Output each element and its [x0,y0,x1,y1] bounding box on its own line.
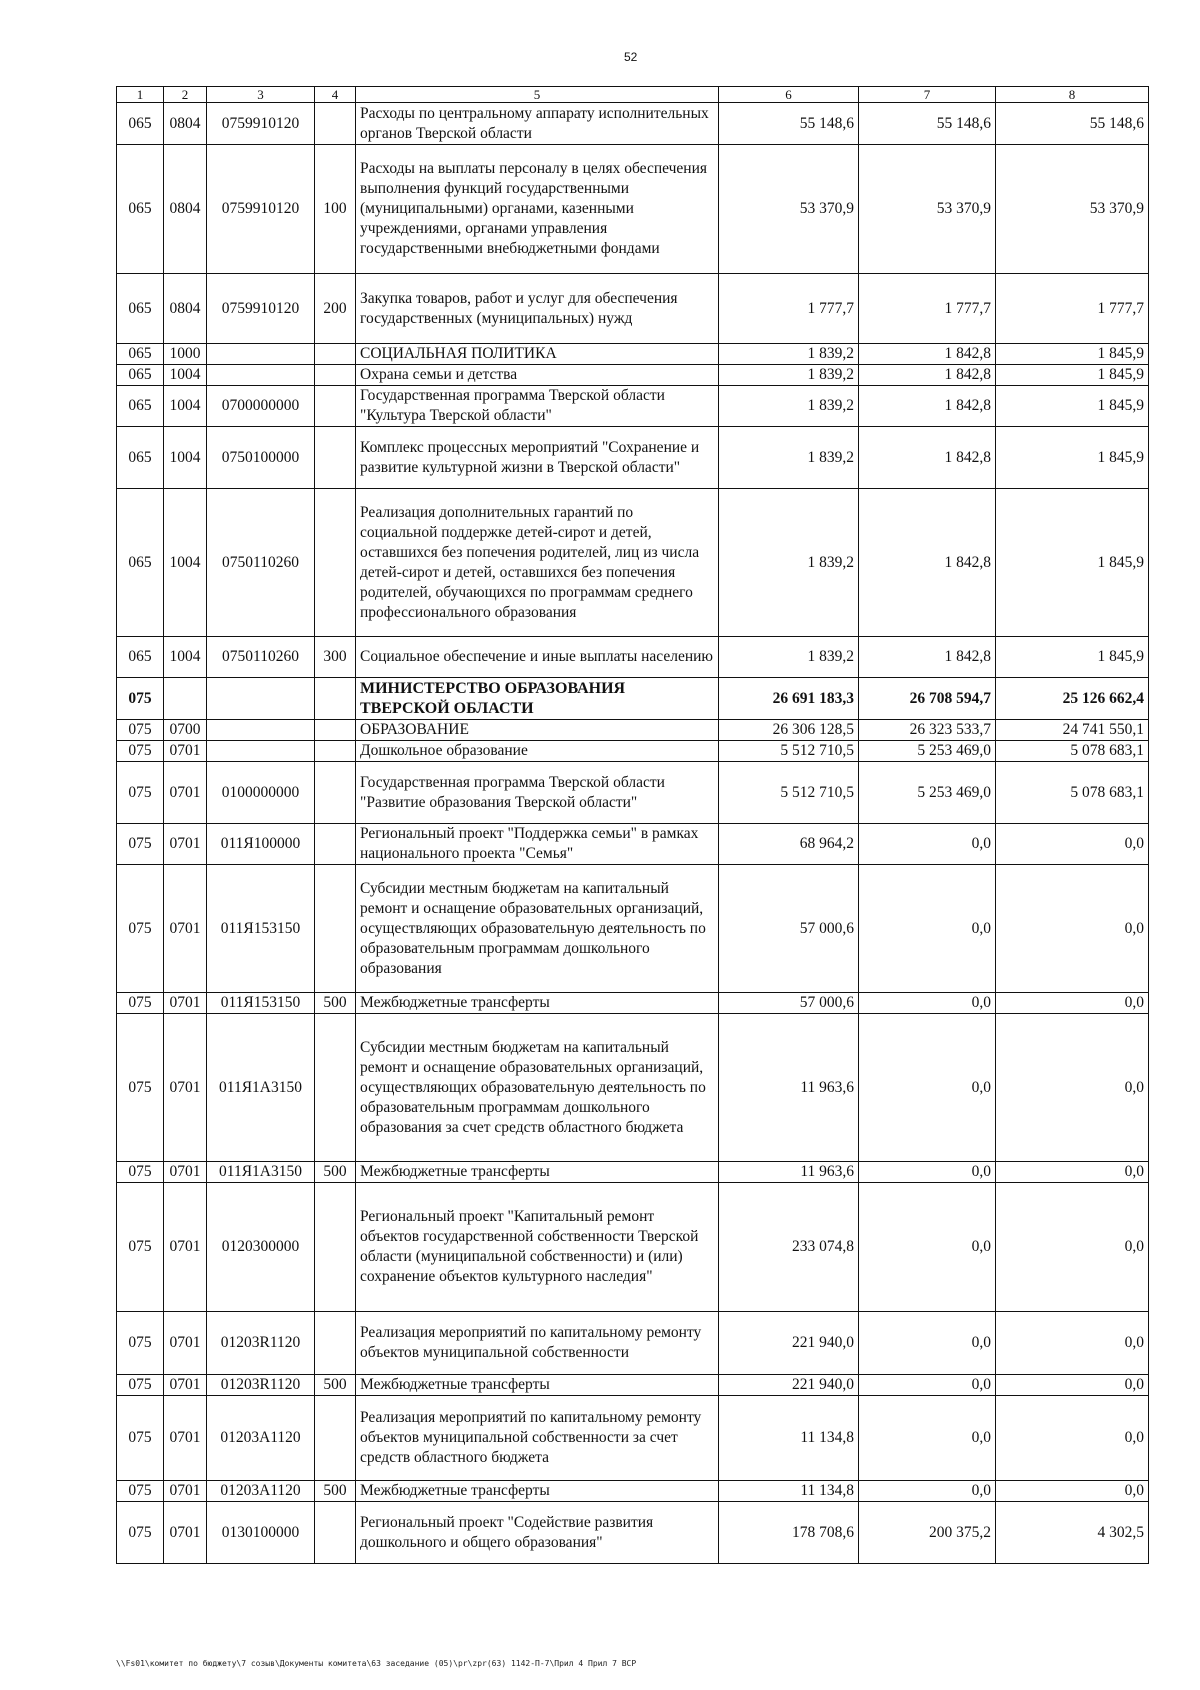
column-number: 8 [996,87,1149,103]
amount-col-6: 26 691 183,3 [719,678,859,720]
admin-code: 075 [117,1183,164,1312]
file-path-footer: \\Fs01\комитет по бюджету\7 созыв\Документы комитета\63 заседание (05)\pr\zpr(63) 1142-П-7\Прил 4 Прил 7 ВСР [116,1659,637,1668]
item-name: Межбюджетные трансферты [356,1162,719,1183]
amount-col-8: 1 845,9 [996,365,1149,386]
expense-type-code [315,365,356,386]
amount-col-8: 1 845,9 [996,344,1149,365]
target-article-code [207,720,315,741]
target-article-code: 0759910120 [207,145,315,274]
section-code: 1000 [164,344,207,365]
item-name: Субсидии местным бюджетам на капитальный ремонт и оснащение образовательных организаций, осуществляющих образовательную деятельность по образовательным программам дошкольного образования [356,865,719,993]
expense-type-code: 100 [315,145,356,274]
table-row [117,145,1149,274]
target-article-code: 0750100000 [207,427,315,489]
column-number: 1 [117,87,164,103]
item-name: Региональный проект "Поддержка семьи" в рамках национального проекта "Семья" [356,824,719,865]
amount-col-6: 5 512 710,5 [719,741,859,762]
target-article-code: 01203R1120 [207,1375,315,1396]
item-name: Региональный проект "Капитальный ремонт объектов государственной собственности Тверской области (муниципальной собственности) и (или) сохранение объектов культурного наследия" [356,1183,719,1312]
admin-code: 065 [117,386,164,427]
amount-col-6: 55 148,6 [719,103,859,145]
admin-code: 075 [117,1502,164,1564]
amount-col-8: 55 148,6 [996,103,1149,145]
amount-col-7: 0,0 [859,824,996,865]
item-name: Реализация мероприятий по капитальному ремонту объектов муниципальной собственности за счет средств областного бюджета [356,1396,719,1481]
amount-col-7: 5 253 469,0 [859,741,996,762]
amount-col-6: 68 964,2 [719,824,859,865]
table-row [117,274,1149,344]
item-name: Закупка товаров, работ и услуг для обеспечения государственных (муниципальных) нужд [356,274,719,344]
amount-col-8: 0,0 [996,1481,1149,1502]
amount-col-6: 1 839,2 [719,386,859,427]
expense-type-code [315,741,356,762]
amount-col-8: 0,0 [996,1375,1149,1396]
target-article-code [207,741,315,762]
section-code: 0700 [164,720,207,741]
admin-code: 065 [117,145,164,274]
amount-col-7: 0,0 [859,865,996,993]
target-article-code: 0750110260 [207,637,315,678]
amount-col-8: 0,0 [996,824,1149,865]
expense-type-code: 500 [315,1481,356,1502]
item-name: Государственная программа Тверской области "Культура Тверской области" [356,386,719,427]
amount-col-7: 1 842,8 [859,365,996,386]
expense-type-code: 500 [315,1375,356,1396]
target-article-code: 0130100000 [207,1502,315,1564]
admin-code: 075 [117,865,164,993]
column-number: 3 [207,87,315,103]
amount-col-6: 53 370,9 [719,145,859,274]
target-article-code: 011Я153150 [207,993,315,1014]
amount-col-6: 1 839,2 [719,344,859,365]
amount-col-6: 1 839,2 [719,489,859,637]
item-name: Субсидии местным бюджетам на капитальный ремонт и оснащение образовательных организаций, осуществляющих образовательную деятельность по образовательным программам дошкольного образования за счет средств областного бюджета [356,1014,719,1162]
column-number: 6 [719,87,859,103]
expense-type-code [315,386,356,427]
amount-col-7: 0,0 [859,1375,996,1396]
section-code: 0701 [164,762,207,824]
section-code: 0701 [164,1396,207,1481]
expense-type-code [315,1183,356,1312]
amount-col-7: 0,0 [859,1481,996,1502]
target-article-code [207,678,315,720]
target-article-code: 0700000000 [207,386,315,427]
section-code: 0701 [164,1481,207,1502]
amount-col-7: 55 148,6 [859,103,996,145]
amount-col-7: 1 842,8 [859,344,996,365]
section-code: 0701 [164,865,207,993]
item-name: Межбюджетные трансферты [356,993,719,1014]
column-number: 4 [315,87,356,103]
admin-code: 065 [117,344,164,365]
amount-col-7: 0,0 [859,993,996,1014]
section-code: 0701 [164,1312,207,1375]
target-article-code: 0759910120 [207,103,315,145]
table-row [117,489,1149,637]
table-row [117,741,1149,762]
amount-col-8: 0,0 [996,993,1149,1014]
target-article-code: 0759910120 [207,274,315,344]
section-code: 1004 [164,427,207,489]
admin-code: 075 [117,993,164,1014]
column-number: 7 [859,87,996,103]
amount-col-7: 53 370,9 [859,145,996,274]
item-name: МИНИСТЕРСТВО ОБРАЗОВАНИЯ ТВЕРСКОЙ ОБЛАСТИ [356,678,719,720]
amount-col-7: 1 842,8 [859,386,996,427]
admin-code: 065 [117,365,164,386]
expense-type-code [315,865,356,993]
table-row [117,824,1149,865]
target-article-code: 0120300000 [207,1183,315,1312]
section-code: 0701 [164,993,207,1014]
amount-col-6: 221 940,0 [719,1312,859,1375]
table-row [117,1014,1149,1162]
expense-type-code [315,824,356,865]
target-article-code [207,365,315,386]
expense-type-code [315,720,356,741]
target-article-code [207,344,315,365]
table-row [117,1481,1149,1502]
amount-col-8: 1 845,9 [996,637,1149,678]
amount-col-7: 200 375,2 [859,1502,996,1564]
expense-type-code: 500 [315,993,356,1014]
admin-code: 075 [117,762,164,824]
section-code: 0701 [164,1183,207,1312]
table-row [117,1183,1149,1312]
column-number-row [117,87,1149,103]
item-name: Государственная программа Тверской области "Развитие образования Тверской области" [356,762,719,824]
section-code: 1004 [164,365,207,386]
amount-col-8: 0,0 [996,1014,1149,1162]
expense-type-code [315,489,356,637]
table-row [117,1396,1149,1481]
admin-code: 075 [117,678,164,720]
expense-type-code: 500 [315,1162,356,1183]
item-name: ОБРАЗОВАНИЕ [356,720,719,741]
target-article-code: 011Я100000 [207,824,315,865]
section-code: 1004 [164,637,207,678]
table-row [117,386,1149,427]
amount-col-8: 0,0 [996,1396,1149,1481]
admin-code: 075 [117,824,164,865]
amount-col-8: 0,0 [996,1162,1149,1183]
target-article-code: 011Я1А3150 [207,1014,315,1162]
amount-col-8: 4 302,5 [996,1502,1149,1564]
amount-col-6: 5 512 710,5 [719,762,859,824]
table-row [117,720,1149,741]
target-article-code: 011Я1А3150 [207,1162,315,1183]
amount-col-7: 26 708 594,7 [859,678,996,720]
amount-col-8: 5 078 683,1 [996,762,1149,824]
item-name: Межбюджетные трансферты [356,1375,719,1396]
amount-col-8: 1 777,7 [996,274,1149,344]
amount-col-7: 0,0 [859,1014,996,1162]
table-row [117,1375,1149,1396]
item-name: Расходы по центральному аппарату исполнительных органов Тверской области [356,103,719,145]
amount-col-6: 11 134,8 [719,1396,859,1481]
item-name: СОЦИАЛЬНАЯ ПОЛИТИКА [356,344,719,365]
amount-col-8: 1 845,9 [996,489,1149,637]
table-row [117,365,1149,386]
target-article-code: 01203R1120 [207,1312,315,1375]
section-code: 0701 [164,1502,207,1564]
item-name: Реализация мероприятий по капитальному ремонту объектов муниципальной собственности [356,1312,719,1375]
admin-code: 065 [117,637,164,678]
table-row [117,344,1149,365]
expense-type-code [315,1312,356,1375]
item-name: Межбюджетные трансферты [356,1481,719,1502]
target-article-code: 0100000000 [207,762,315,824]
item-name: Охрана семьи и детства [356,365,719,386]
section-code: 0804 [164,103,207,145]
amount-col-8: 5 078 683,1 [996,741,1149,762]
admin-code: 075 [117,1014,164,1162]
amount-col-7: 0,0 [859,1162,996,1183]
admin-code: 075 [117,1312,164,1375]
table-row [117,1162,1149,1183]
amount-col-7: 1 777,7 [859,274,996,344]
amount-col-7: 1 842,8 [859,427,996,489]
amount-col-7: 0,0 [859,1396,996,1481]
amount-col-6: 57 000,6 [719,993,859,1014]
section-code: 0701 [164,741,207,762]
amount-col-8: 0,0 [996,865,1149,993]
table-row [117,637,1149,678]
column-number: 2 [164,87,207,103]
expense-type-code [315,1502,356,1564]
amount-col-7: 0,0 [859,1312,996,1375]
target-article-code: 01203А1120 [207,1396,315,1481]
amount-col-8: 53 370,9 [996,145,1149,274]
admin-code: 075 [117,1375,164,1396]
admin-code: 065 [117,427,164,489]
admin-code: 075 [117,720,164,741]
section-code: 0804 [164,274,207,344]
amount-col-6: 26 306 128,5 [719,720,859,741]
item-name: Расходы на выплаты персоналу в целях обеспечения выполнения функций государственными (муниципальными) органами, казенными учреждениями, органами управления государственными внебюджетными фондами [356,145,719,274]
item-name: Дошкольное образование [356,741,719,762]
page-number: 52 [624,50,638,64]
expense-type-code: 300 [315,637,356,678]
amount-col-8: 1 845,9 [996,427,1149,489]
section-code: 0804 [164,145,207,274]
table-row [117,1502,1149,1564]
table-row [117,865,1149,993]
amount-col-6: 1 839,2 [719,427,859,489]
budget-table [116,86,1149,1564]
amount-col-8: 1 845,9 [996,386,1149,427]
item-name: Социальное обеспечение и иные выплаты населению [356,637,719,678]
amount-col-8: 0,0 [996,1183,1149,1312]
amount-col-6: 1 839,2 [719,637,859,678]
amount-col-6: 178 708,6 [719,1502,859,1564]
expense-type-code [315,103,356,145]
table-row [117,1312,1149,1375]
section-code: 1004 [164,386,207,427]
section-code: 0701 [164,1014,207,1162]
admin-code: 065 [117,103,164,145]
item-name: Региональный проект "Содействие развития дошкольного и общего образования" [356,1502,719,1564]
section-code: 0701 [164,1162,207,1183]
amount-col-6: 11 963,6 [719,1162,859,1183]
expense-type-code [315,344,356,365]
amount-col-7: 1 842,8 [859,489,996,637]
table-row [117,427,1149,489]
admin-code: 065 [117,274,164,344]
amount-col-7: 5 253 469,0 [859,762,996,824]
table-body [117,103,1149,1564]
expense-type-code: 200 [315,274,356,344]
section-code: 0701 [164,824,207,865]
admin-code: 065 [117,489,164,637]
table-row [117,993,1149,1014]
table-row [117,678,1149,720]
amount-col-6: 11 963,6 [719,1014,859,1162]
target-article-code: 0750110260 [207,489,315,637]
amount-col-7: 26 323 533,7 [859,720,996,741]
amount-col-6: 57 000,6 [719,865,859,993]
target-article-code: 01203А1120 [207,1481,315,1502]
expense-type-code [315,762,356,824]
section-code: 1004 [164,489,207,637]
table-row [117,762,1149,824]
amount-col-8: 25 126 662,4 [996,678,1149,720]
amount-col-6: 11 134,8 [719,1481,859,1502]
item-name: Комплекс процессных мероприятий "Сохранение и развитие культурной жизни в Тверской области" [356,427,719,489]
expense-type-code [315,427,356,489]
expense-type-code [315,1396,356,1481]
section-code [164,678,207,720]
amount-col-7: 0,0 [859,1183,996,1312]
admin-code: 075 [117,1162,164,1183]
section-code: 0701 [164,1375,207,1396]
amount-col-6: 1 839,2 [719,365,859,386]
expense-type-code [315,678,356,720]
admin-code: 075 [117,1481,164,1502]
amount-col-6: 221 940,0 [719,1375,859,1396]
table-row [117,103,1149,145]
expense-type-code [315,1014,356,1162]
amount-col-6: 233 074,8 [719,1183,859,1312]
amount-col-8: 24 741 550,1 [996,720,1149,741]
admin-code: 075 [117,1396,164,1481]
amount-col-8: 0,0 [996,1312,1149,1375]
amount-col-7: 1 842,8 [859,637,996,678]
item-name: Реализация дополнительных гарантий по социальной поддержке детей-сирот и детей, оставшихся без попечения родителей, лиц из числа детей-сирот и детей, оставшихся без попечения родителей, обучающихся по программам среднего профессионального образования [356,489,719,637]
amount-col-6: 1 777,7 [719,274,859,344]
admin-code: 075 [117,741,164,762]
target-article-code: 011Я153150 [207,865,315,993]
column-number: 5 [356,87,719,103]
